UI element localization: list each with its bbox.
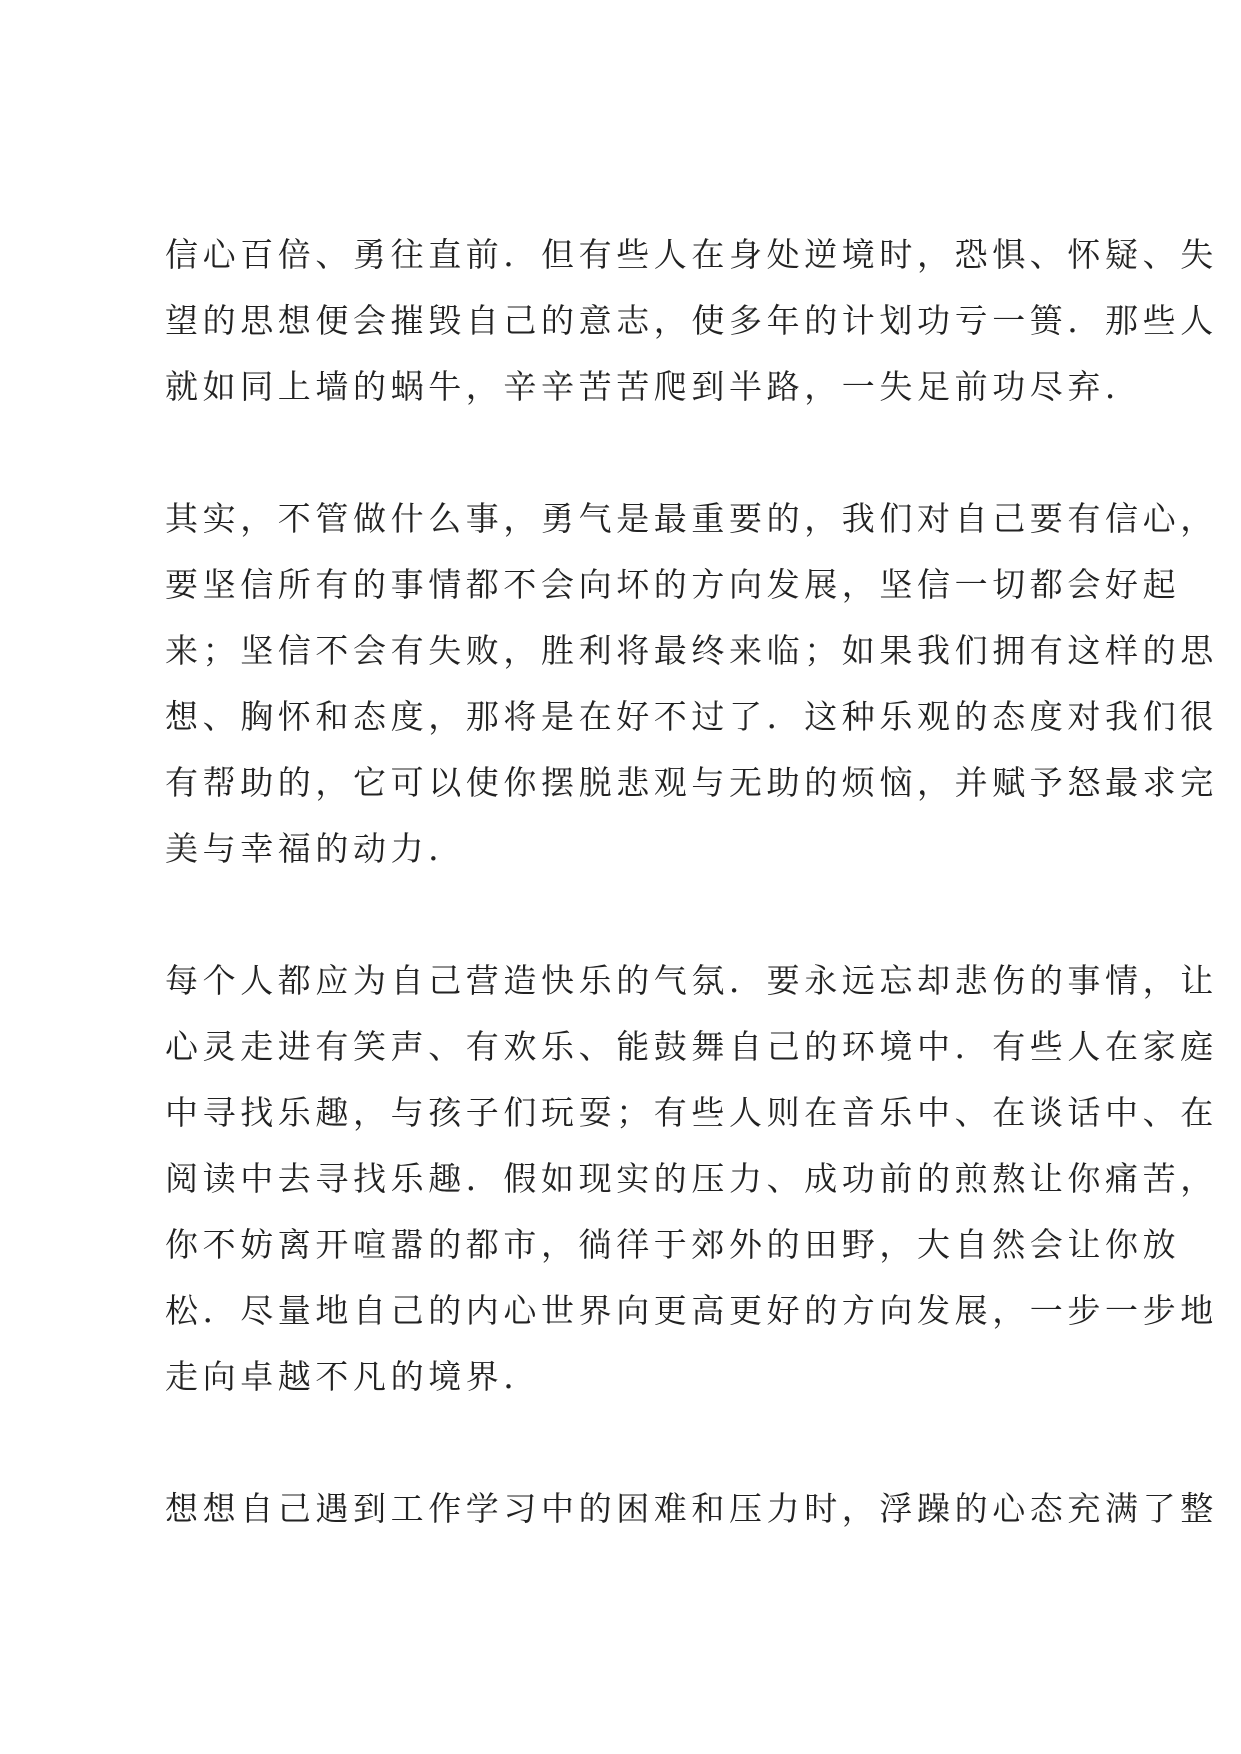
paragraph-spacer xyxy=(165,1410,1095,1476)
text-line: 望的思想便会摧毁自己的意志，使多年的计划功亏一篑．那些人 xyxy=(165,301,1218,340)
text-line: 中寻找乐趣，与孩子们玩耍；有些人则在音乐中、在谈话中、在 xyxy=(165,1093,1218,1132)
text-line: 信心百倍、勇往直前．但有些人在身处逆境时，恐惧、怀疑、失 xyxy=(165,235,1218,274)
text-line: 来；坚信不会有失败，胜利将最终来临；如果我们拥有这样的思 xyxy=(165,631,1218,670)
text-line: 美与幸福的动力． xyxy=(165,829,466,868)
paragraph-spacer xyxy=(165,420,1095,486)
text-line: 想想自己遇到工作学习中的困难和压力时，浮躁的心态充满了整 xyxy=(165,1489,1218,1528)
document-body xyxy=(165,222,1218,1542)
text-line: 每个人都应为自己营造快乐的气氛．要永远忘却悲伤的事情，让 xyxy=(165,961,1218,1000)
text-line: 阅读中去寻找乐趣．假如现实的压力、成功前的煎熬让你痛苦， xyxy=(165,1159,1218,1198)
paragraph-3 xyxy=(165,948,1218,1410)
text-line: 就如同上墙的蜗牛，辛辛苦苦爬到半路，一失足前功尽弃． xyxy=(165,367,1143,406)
text-line: 走向卓越不凡的境界． xyxy=(165,1357,541,1396)
text-line: 心灵走进有笑声、有欢乐、能鼓舞自己的环境中．有些人在家庭 xyxy=(165,1027,1218,1066)
text-line: 你不妨离开喧嚣的都市，徜徉于郊外的田野，大自然会让你放 xyxy=(165,1225,1181,1264)
text-line: 松．尽量地自己的内心世界向更高更好的方向发展，一步一步地 xyxy=(165,1291,1218,1330)
text-line: 有帮助的，它可以使你摆脱悲观与无助的烦恼，并赋予怒最求完 xyxy=(165,763,1218,802)
paragraph-4 xyxy=(165,1476,1218,1542)
paragraph-1 xyxy=(165,222,1218,420)
text-line: 其实，不管做什么事，勇气是最重要的，我们对自己要有信心， xyxy=(165,499,1218,538)
text-line: 想、胸怀和态度，那将是在好不过了．这种乐观的态度对我们很 xyxy=(165,697,1218,736)
text-line: 要坚信所有的事情都不会向坏的方向发展，坚信一切都会好起 xyxy=(165,565,1181,604)
paragraph-2 xyxy=(165,486,1218,882)
paragraph-spacer xyxy=(165,882,1095,948)
